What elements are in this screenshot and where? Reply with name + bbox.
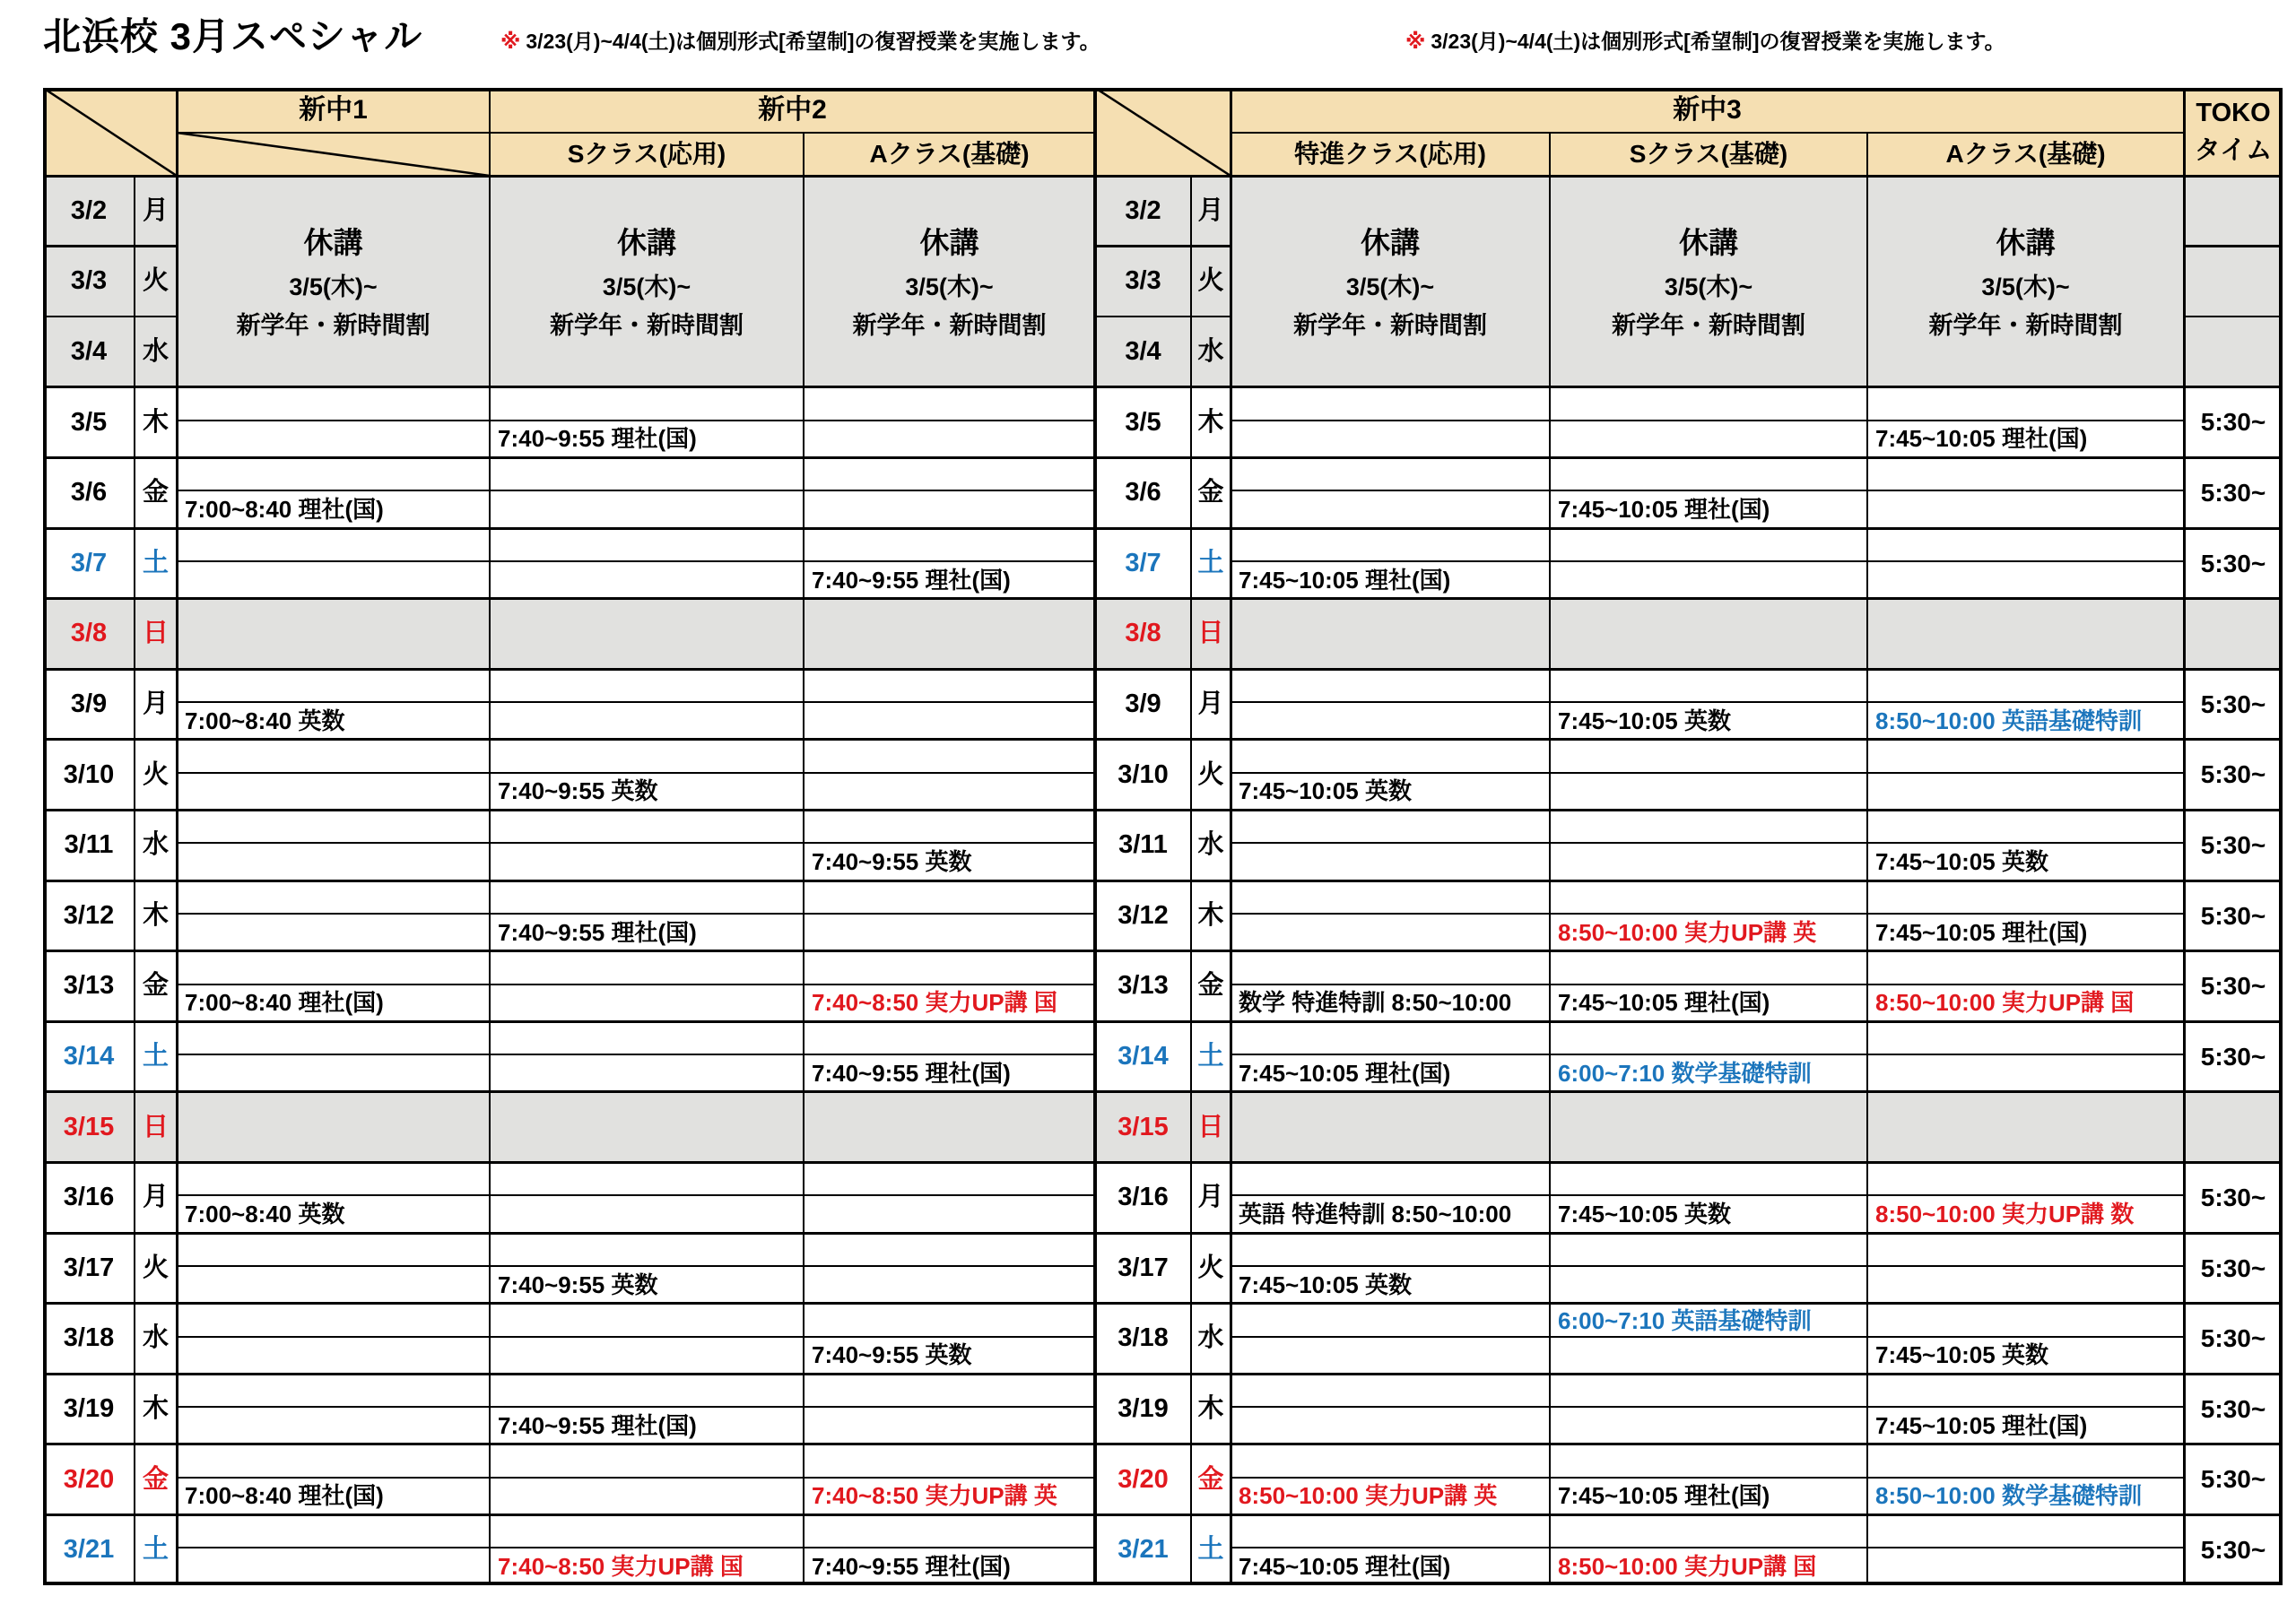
lesson-cell: 7:40~8:50 実力UP講 国 xyxy=(498,1552,744,1580)
toko-cell: 5:30~ xyxy=(2200,690,2266,718)
toko-cell: 5:30~ xyxy=(2200,972,2266,1001)
toko-header xyxy=(2184,88,2283,176)
date-cell: 3/6 xyxy=(1125,478,1161,507)
date-cell: 3/15 xyxy=(1118,1112,1169,1141)
corner-diagonal-right xyxy=(1095,88,1231,176)
group-header-shinchu1: 新中1 xyxy=(299,95,368,125)
group-header-shinchu2: 新中2 xyxy=(758,95,827,125)
grid-line xyxy=(1231,772,2184,774)
lesson-cell: 7:40~8:50 実力UP講 国 xyxy=(812,989,1057,1017)
grid-line xyxy=(177,420,1095,421)
date-cell: 3/15 xyxy=(63,1112,115,1141)
grid-line xyxy=(1549,133,1551,1585)
weekday-cell: 水 xyxy=(1197,830,1224,860)
weekday-cell: 日 xyxy=(142,619,169,648)
closed-notice-line: 3/5(木)~ xyxy=(602,273,691,300)
date-cell: 3/13 xyxy=(1118,971,1169,1001)
lesson-cell: 7:45~10:05 理社(国) xyxy=(1558,989,1770,1017)
toko-header-line1: TOKO xyxy=(2196,98,2271,127)
grid-line xyxy=(177,1265,1095,1267)
class-header-s-kiso: Sクラス(基礎) xyxy=(1629,140,1788,169)
grid-line xyxy=(489,88,491,1585)
closed-notice-line: 3/5(木)~ xyxy=(905,273,994,300)
notice-text: 3/23(月)~4/4(土)は個別形式[希望制]の復習授業を実施します。 xyxy=(1431,30,2005,53)
toko-cell: 5:30~ xyxy=(2200,830,2266,859)
weekday-cell: 木 xyxy=(142,900,169,930)
date-cell: 3/18 xyxy=(1118,1323,1169,1353)
closed-notice xyxy=(493,176,800,387)
lesson-cell: 7:00~8:40 英数 xyxy=(185,707,345,734)
lesson-cell: 8:50~10:00 実力UP講 数 xyxy=(1875,1200,2135,1227)
date-cell: 3/3 xyxy=(70,266,108,296)
date-cell: 3/19 xyxy=(1118,1394,1169,1424)
toko-cell: 5:30~ xyxy=(2200,1042,2266,1071)
lesson-cell: 7:40~9:55 英数 xyxy=(498,1271,658,1298)
date-cell: 3/5 xyxy=(70,407,108,437)
toko-cell: 5:30~ xyxy=(2200,1535,2266,1564)
lesson-cell: 7:45~10:05 理社(国) xyxy=(1239,566,1451,594)
date-cell: 3/17 xyxy=(1118,1253,1169,1282)
weekday-cell: 木 xyxy=(1197,1394,1224,1424)
lesson-cell: 7:40~9:55 理社(国) xyxy=(498,425,697,453)
toko-header-line2: タイム xyxy=(2194,136,2273,165)
weekday-cell: 日 xyxy=(1197,1112,1224,1141)
weekday-cell: 土 xyxy=(142,1535,169,1565)
weekday-cell: 水 xyxy=(142,830,169,860)
grid-line xyxy=(1231,1547,2184,1548)
lesson-cell: 7:45~10:05 理社(国) xyxy=(1239,1059,1451,1087)
lesson-cell: 7:00~8:40 理社(国) xyxy=(185,989,384,1017)
date-cell: 3/16 xyxy=(1118,1183,1169,1212)
weekday-cell: 水 xyxy=(1197,337,1224,367)
closed-notice-line: 3/5(木)~ xyxy=(289,273,378,300)
closed-notice-line: 新学年・新時間割 xyxy=(852,311,1047,339)
closed-notice xyxy=(1234,176,1546,387)
date-cell: 3/10 xyxy=(63,759,115,789)
date-cell: 3/12 xyxy=(1118,900,1169,930)
date-cell: 3/11 xyxy=(1118,830,1168,860)
class-header-a-kiso3: Aクラス(基礎) xyxy=(1945,140,2106,169)
shinchu1-subrow-diagonal xyxy=(177,133,490,176)
date-cell: 3/4 xyxy=(1125,337,1161,367)
lesson-cell: 7:40~9:55 理社(国) xyxy=(812,1552,1011,1580)
grid-line xyxy=(1231,560,2184,562)
closed-notice xyxy=(1871,176,2180,387)
toko-cell: 5:30~ xyxy=(2200,1324,2266,1353)
grid-line xyxy=(177,1054,1095,1055)
date-cell: 3/9 xyxy=(1125,690,1161,719)
lesson-cell: 7:00~8:40 理社(国) xyxy=(185,1482,384,1510)
toko-cell: 5:30~ xyxy=(2200,1465,2266,1494)
weekday-cell: 金 xyxy=(142,478,169,507)
lesson-cell: 7:40~9:55 理社(国) xyxy=(812,566,1011,594)
weekday-cell: 金 xyxy=(142,971,169,1001)
lesson-cell: 7:45~10:05 英数 xyxy=(1239,1271,1412,1298)
lesson-cell: 7:45~10:05 英数 xyxy=(1875,847,2048,875)
grid-line xyxy=(2184,245,2283,247)
lesson-cell: 7:40~9:55 理社(国) xyxy=(812,1059,1011,1087)
lesson-cell: 7:45~10:05 英数 xyxy=(1239,777,1412,805)
date-cell: 3/7 xyxy=(1125,548,1161,577)
date-cell: 3/21 xyxy=(63,1535,115,1565)
date-cell: 3/8 xyxy=(1125,619,1161,648)
timetable xyxy=(43,88,2283,1585)
lesson-cell: 7:00~8:40 理社(国) xyxy=(185,495,384,523)
grid-line xyxy=(1231,1054,2184,1055)
weekday-cell: 月 xyxy=(1197,690,1224,719)
grid-line xyxy=(1231,1265,2184,1267)
closed-notice-line: 休講 xyxy=(919,225,979,259)
grid-line xyxy=(803,133,804,1585)
lesson-cell: 7:45~10:05 理社(国) xyxy=(1875,425,2088,453)
class-header-s-ouyou: Sクラス(応用) xyxy=(567,140,726,169)
weekday-cell: 土 xyxy=(142,548,169,577)
closed-notice-line: 3/5(木)~ xyxy=(1981,273,2070,300)
notice-right xyxy=(1405,25,2005,55)
lesson-cell: 8:50~10:00 数学基礎特訓 xyxy=(1875,1482,2142,1510)
toko-cell: 5:30~ xyxy=(2200,408,2266,437)
weekday-cell: 月 xyxy=(1197,195,1224,225)
notice-marker: ※ xyxy=(1405,30,1426,53)
notice-left xyxy=(500,25,1100,55)
date-cell: 3/16 xyxy=(63,1183,115,1212)
lesson-cell: 英語 特進特訓 8:50~10:00 xyxy=(1239,1200,1512,1227)
closed-notice xyxy=(180,176,486,387)
weekday-cell: 月 xyxy=(1197,1183,1224,1212)
closed-notice-line: 3/5(木)~ xyxy=(1345,273,1435,300)
date-cell: 3/2 xyxy=(1125,195,1161,225)
lesson-cell: 8:50~10:00 実力UP講 国 xyxy=(1875,989,2135,1017)
weekday-cell: 火 xyxy=(142,759,169,789)
date-cell: 3/4 xyxy=(70,337,108,367)
weekday-cell: 水 xyxy=(142,337,169,367)
page-title: 北浜校 3月スペシャル xyxy=(43,15,423,57)
weekday-cell: 火 xyxy=(142,1253,169,1282)
weekday-cell: 土 xyxy=(1197,548,1224,577)
closed-notice xyxy=(807,176,1091,387)
weekday-cell: 水 xyxy=(1197,1323,1224,1353)
weekday-cell: 火 xyxy=(1197,1253,1224,1282)
weekday-cell: 火 xyxy=(1197,759,1224,789)
notice-marker: ※ xyxy=(500,30,521,53)
weekday-cell: 金 xyxy=(1197,971,1224,1001)
grid-line xyxy=(1231,490,2184,491)
lesson-cell: 7:45~10:05 英数 xyxy=(1558,1200,1731,1227)
grid-line xyxy=(177,1547,1095,1548)
weekday-cell: 金 xyxy=(1197,1464,1224,1494)
date-cell: 3/9 xyxy=(70,690,108,719)
date-cell: 3/14 xyxy=(63,1042,115,1071)
date-cell: 3/18 xyxy=(63,1323,115,1353)
date-cell: 3/5 xyxy=(1125,407,1161,437)
toko-cell: 5:30~ xyxy=(2200,549,2266,577)
grid-line xyxy=(1231,842,2184,844)
grid-line xyxy=(177,701,1095,703)
grid-line xyxy=(1231,1194,2184,1196)
grid-line xyxy=(1231,984,2184,985)
lesson-cell: 7:40~9:55 英数 xyxy=(498,777,658,805)
closed-notice-line: 休講 xyxy=(1996,225,2056,259)
closed-notice-line: 新学年・新時間割 xyxy=(1293,311,1487,339)
date-cell: 3/19 xyxy=(63,1394,115,1424)
grid-line xyxy=(177,1477,1095,1479)
closed-notice-line: 新学年・新時間割 xyxy=(550,311,744,339)
closed-notice-line: 新学年・新時間割 xyxy=(1928,311,2123,339)
weekday-cell: 日 xyxy=(1197,619,1224,648)
grid-line xyxy=(177,984,1095,985)
lesson-cell: 7:45~10:05 理社(国) xyxy=(1875,1411,2088,1439)
grid-line xyxy=(2184,316,2283,318)
grid-line xyxy=(1231,913,2184,915)
lesson-cell: 7:40~9:55 英数 xyxy=(812,1341,972,1369)
weekday-cell: 金 xyxy=(1197,478,1224,507)
class-header-a-kiso: Aクラス(基礎) xyxy=(869,140,1030,169)
weekday-cell: 火 xyxy=(142,266,169,296)
closed-notice-line: 休講 xyxy=(617,225,676,259)
grid-line xyxy=(1231,420,2184,421)
grid-line xyxy=(177,913,1095,915)
date-cell: 3/2 xyxy=(70,195,108,225)
grid-line xyxy=(177,772,1095,774)
lesson-cell: 7:45~10:05 英数 xyxy=(1875,1341,2048,1369)
closed-notice xyxy=(1553,176,1864,387)
date-cell: 3/14 xyxy=(1118,1042,1169,1071)
group-header-shinchu3: 新中3 xyxy=(1673,95,1742,125)
date-cell: 3/3 xyxy=(1125,266,1161,296)
date-cell: 3/8 xyxy=(70,619,108,648)
weekday-cell: 木 xyxy=(142,1394,169,1424)
grid-line xyxy=(177,1406,1095,1408)
lesson-cell: 7:45~10:05 理社(国) xyxy=(1558,495,1770,523)
closed-notice-line: 新学年・新時間割 xyxy=(1612,311,1805,339)
grid-line xyxy=(1231,1406,2184,1408)
closed-notice-line: 休講 xyxy=(1361,225,1420,259)
weekday-cell: 火 xyxy=(1197,266,1224,296)
lesson-cell: 7:40~8:50 実力UP講 英 xyxy=(812,1482,1057,1510)
lesson-cell: 8:50~10:00 実力UP講 英 xyxy=(1239,1482,1498,1510)
toko-cell: 5:30~ xyxy=(2200,1253,2266,1282)
lesson-cell: 7:40~9:55 理社(国) xyxy=(498,1411,697,1439)
closed-notice-line: 新学年・新時間割 xyxy=(236,311,430,339)
date-cell: 3/11 xyxy=(64,830,114,860)
weekday-cell: 月 xyxy=(142,1183,169,1212)
closed-notice-line: 休講 xyxy=(303,225,363,259)
date-cell: 3/13 xyxy=(63,971,115,1001)
toko-cell: 5:30~ xyxy=(2200,478,2266,507)
lesson-cell: 8:50~10:00 実力UP講 国 xyxy=(1558,1552,1817,1580)
closed-notice-line: 3/5(木)~ xyxy=(1664,273,1753,300)
lesson-cell: 8:50~10:00 英語基礎特訓 xyxy=(1875,707,2142,734)
weekday-cell: 土 xyxy=(142,1042,169,1071)
lesson-cell: 7:45~10:05 英数 xyxy=(1558,707,1731,734)
grid-line xyxy=(1866,133,1868,1585)
lesson-cell: 数学 特進特訓 8:50~10:00 xyxy=(1239,989,1512,1017)
date-cell: 3/20 xyxy=(1118,1464,1169,1494)
toko-cell: 5:30~ xyxy=(2200,1394,2266,1423)
toko-cell: 5:30~ xyxy=(2200,760,2266,789)
grid-line xyxy=(177,490,1095,491)
grid-line xyxy=(1231,701,2184,703)
weekday-cell: 月 xyxy=(142,690,169,719)
toko-cell: 5:30~ xyxy=(2200,1183,2266,1211)
notice-text: 3/23(月)~4/4(土)は個別形式[希望制]の復習授業を実施します。 xyxy=(526,30,1100,53)
grid-line xyxy=(177,560,1095,562)
lesson-cell: 6:00~7:10 数学基礎特訓 xyxy=(1558,1059,1812,1087)
grid-line xyxy=(177,1194,1095,1196)
date-cell: 3/17 xyxy=(63,1253,115,1282)
weekday-cell: 土 xyxy=(1197,1042,1224,1071)
lesson-cell: 7:45~10:05 理社(国) xyxy=(1239,1552,1451,1580)
weekday-cell: 金 xyxy=(142,1464,169,1494)
class-header-tokushin: 特進クラス(応用) xyxy=(1294,140,1486,169)
toko-cell: 5:30~ xyxy=(2200,901,2266,930)
date-cell: 3/12 xyxy=(63,900,115,930)
weekday-cell: 土 xyxy=(1197,1535,1224,1565)
lesson-cell: 7:40~9:55 英数 xyxy=(812,847,972,875)
date-cell: 3/10 xyxy=(1118,759,1169,789)
grid-line xyxy=(177,842,1095,844)
date-cell: 3/7 xyxy=(70,548,108,577)
weekday-cell: 木 xyxy=(1197,900,1224,930)
grid-line xyxy=(1231,1477,2184,1479)
lesson-cell: 7:45~10:05 理社(国) xyxy=(1875,918,2088,946)
lesson-cell: 8:50~10:00 実力UP講 英 xyxy=(1558,918,1817,946)
lesson-cell: 6:00~7:10 英語基礎特訓 xyxy=(1558,1306,1812,1334)
weekday-cell: 木 xyxy=(142,407,169,437)
corner-diagonal-left xyxy=(43,88,177,176)
closed-notice-line: 休講 xyxy=(1679,225,1738,259)
weekday-cell: 月 xyxy=(142,195,169,225)
lesson-cell: 7:45~10:05 理社(国) xyxy=(1558,1482,1770,1510)
date-cell: 3/6 xyxy=(70,478,108,507)
lesson-cell: 7:40~9:55 理社(国) xyxy=(498,918,697,946)
weekday-cell: 木 xyxy=(1197,407,1224,437)
date-cell: 3/20 xyxy=(63,1464,115,1494)
grid-line xyxy=(177,1336,1095,1338)
date-cell: 3/21 xyxy=(1118,1535,1169,1565)
weekday-cell: 日 xyxy=(142,1112,169,1141)
weekday-cell: 水 xyxy=(142,1323,169,1353)
lesson-cell: 7:00~8:40 英数 xyxy=(185,1200,345,1227)
